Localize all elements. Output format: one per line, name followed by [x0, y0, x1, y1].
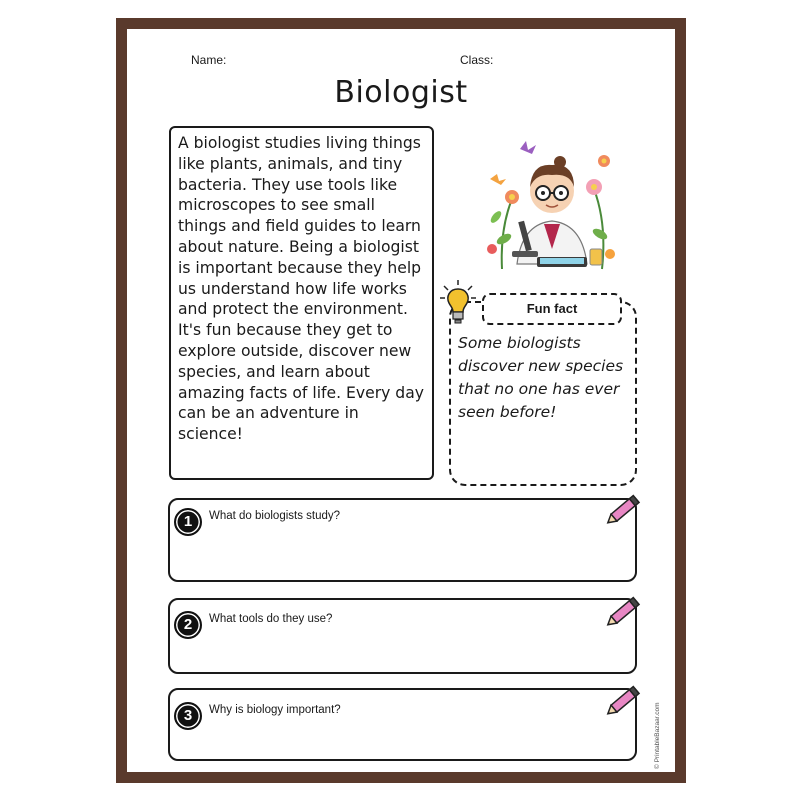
class-label: Class: — [460, 53, 494, 67]
fun-fact-title: Fun fact — [482, 293, 622, 325]
lightbulb-icon — [438, 278, 478, 326]
name-label: Name: — [191, 53, 227, 67]
question-number-3: 3 — [174, 702, 202, 730]
pencil-icon — [605, 593, 645, 629]
reading-passage: A biologist studies living things like plants, animals, and tiny bacteria. They use tools like microscopes to see small things and field guides to learn about nature. Being a biologist is important because they help us understand how life works and protect the environment. It's fun because they get to explore outside, discover new species, and learn about amazing facts of life. Every day can be an adventure in science! — [169, 126, 434, 480]
copyright-credit — [654, 629, 664, 769]
pencil-icon — [605, 491, 645, 527]
pencil-icon — [605, 682, 645, 718]
question-number-2: 2 — [174, 611, 202, 639]
question-text-2: What tools do they use? — [209, 613, 333, 625]
question-text-1: What do biologists study? — [209, 510, 341, 522]
answer-box-2[interactable] — [168, 598, 637, 674]
copyright-text: © PrintableBazaar.com — [654, 702, 661, 769]
worksheet — [127, 29, 675, 772]
question-number-1: 1 — [174, 508, 202, 536]
fun-fact-text: Some biologists discover new species that no one has ever seen before! — [458, 334, 624, 421]
answer-box-3[interactable] — [168, 688, 637, 761]
page-title: Biologist — [334, 75, 468, 110]
question-text-3: Why is biology important? — [209, 704, 341, 716]
page-frame — [116, 18, 686, 783]
biologist-illustration — [482, 129, 622, 279]
